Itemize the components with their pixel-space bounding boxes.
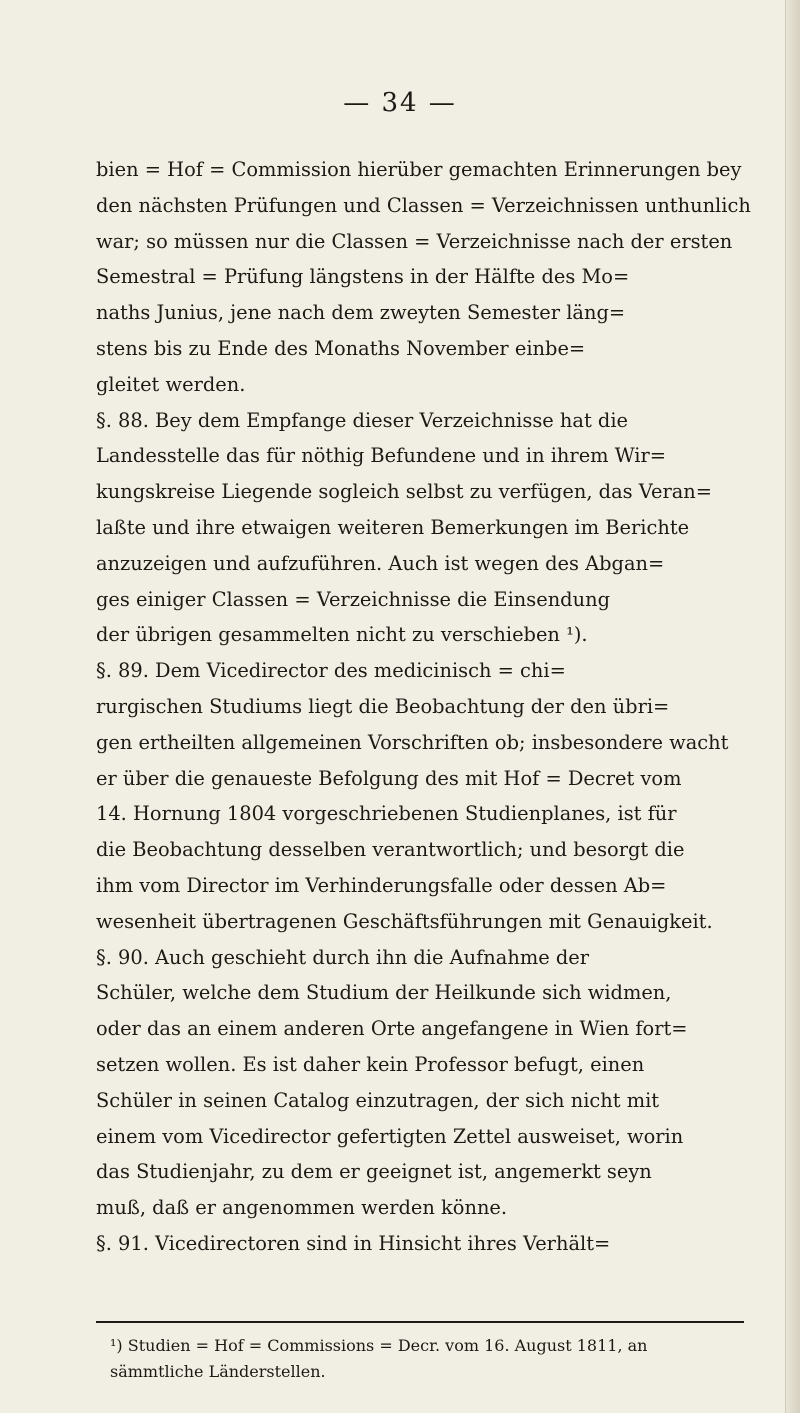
paragraph-89-start: §. 89. Dem Vicedirector des medicinisch = chi= [96, 659, 566, 683]
text-line: ihm vom Director im Verhinderungsfalle oder dessen Ab= [96, 873, 667, 897]
text-line: Schüler in seinen Catalog einzutragen, der sich nicht mit [96, 1088, 660, 1112]
text-line: einem vom Vicedirector gefertigten Zettel ausweiset, worin [96, 1124, 684, 1148]
paragraph-88-start: §. 88. Bey dem Empfange dieser Verzeichnisse hat die [96, 408, 629, 432]
text-line: setzen wollen. Es ist daher kein Professor befugt, einen [96, 1052, 645, 1076]
paragraph-90-start: §. 90. Auch geschieht durch ihn die Aufnahme der [96, 945, 590, 969]
text-line: stens bis zu Ende des Monaths November einbe= [96, 336, 586, 360]
text-line: anzuzeigen und aufzuführen. Auch ist wegen des Abgan= [96, 551, 665, 575]
text-line: den nächsten Prüfungen und Classen = Verzeichnissen unthunlich [96, 193, 751, 217]
text-line: rurgischen Studiums liegt die Beobachtung der den übri= [96, 694, 670, 718]
text-line: wesenheit übertragenen Geschäftsführungen mit Genauigkeit. [96, 909, 713, 933]
text-line: Schüler, welche dem Studium der Heilkunde sich widmen, [96, 981, 672, 1005]
text-line: laßte und ihre etwaigen weiteren Bemerkungen im Berichte [96, 515, 690, 539]
text-line: bien = Hof = Commission hierüber gemachten Erinnerungen bey [96, 158, 742, 181]
text-line: der übrigen gesammelten nicht zu verschieben ¹). [96, 623, 588, 647]
page-edge [785, 0, 800, 1413]
text-line: war; so müssen nur die Classen = Verzeichnisse nach der ersten [96, 229, 733, 253]
text-line: er über die genaueste Befolgung des mit Hof = Decret vom [96, 766, 682, 790]
text-line: das Studienjahr, zu dem er geeignet ist, angemerkt seyn [96, 1160, 652, 1184]
paragraph-91-start: §. 91. Vicedirectoren sind in Hinsicht ihres Verhält= [96, 1231, 611, 1255]
footnote-line: ¹) Studien = Hof = Commissions = Decr. vom 16. August 1811, an [110, 1336, 648, 1355]
footnote-line: sämmtliche Länderstellen. [110, 1362, 326, 1381]
text-line: kungskreise Liegende sogleich selbst zu verfügen, das Veran= [96, 480, 713, 504]
text-line: Landesstelle das für nöthig Befundene und in ihrem Wir= [96, 444, 667, 468]
text-line: gleitet werden. [96, 372, 246, 396]
text-line: naths Junius, jene nach dem zweyten Semester läng= [96, 301, 626, 325]
text-line: muß, daß er angenommen werden könne. [96, 1196, 508, 1220]
text-line: Semestral = Prüfung längstens in der Hälfte des Mo= [96, 265, 630, 289]
text-line: die Beobachtung desselben verantwortlich; und besorgt die [96, 838, 685, 862]
footnote-divider [96, 1321, 744, 1323]
text-line: oder das an einem anderen Orte angefangene in Wien fort= [96, 1017, 688, 1041]
text-line: 14. Hornung 1804 vorgeschriebenen Studienplanes, ist für [96, 802, 677, 826]
page-number: — 34 — [343, 88, 457, 118]
text-line: gen ertheilten allgemeinen Vorschriften ob; insbesondere wacht [96, 730, 729, 754]
footnote [110, 1333, 740, 1385]
text-line: ges einiger Classen = Verzeichnisse die Einsendung [96, 587, 610, 611]
body-text [96, 152, 751, 1262]
